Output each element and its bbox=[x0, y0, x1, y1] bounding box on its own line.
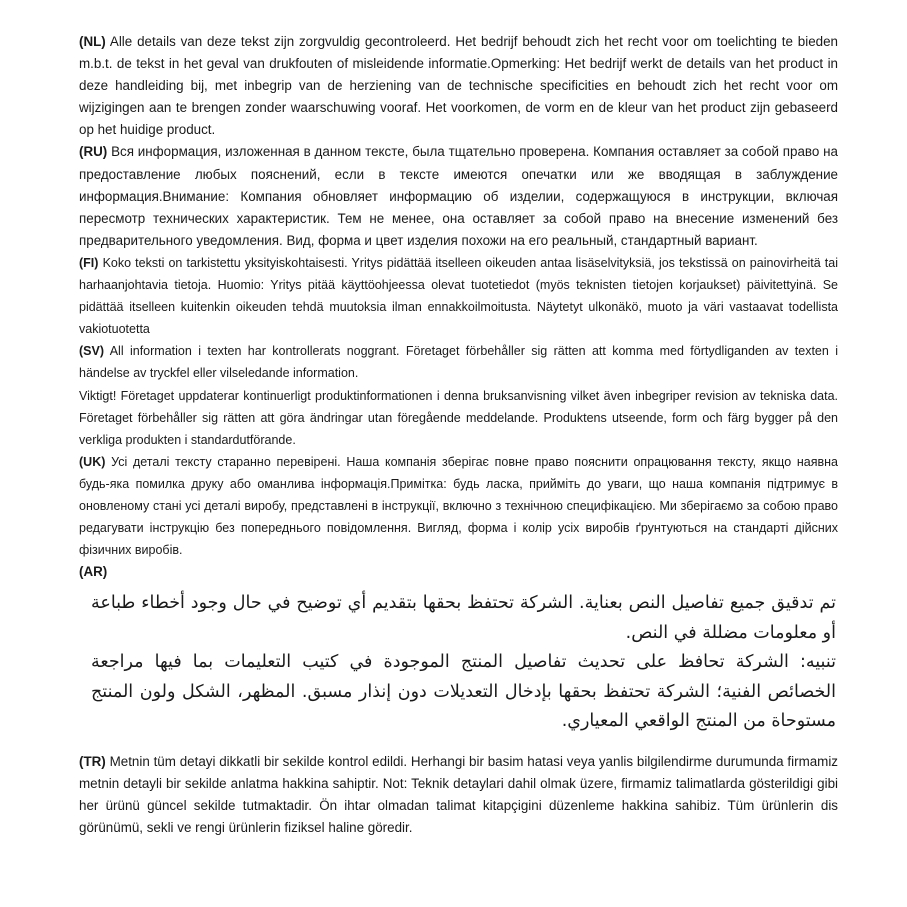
section-text-uk: Усі деталі тексту старанно перевірені. Наша компанія зберігає повне право пояснити опрацювання тексту, якщо наявна будь-яка помилка друку або оманлива інформація.Примітка: будь ласка, прийміть до уваги, що наша компанія підтримує в оновленому стані усі деталі виробу, представлені в інструкції, включно з технічною специфікацією. Ми зберігаємо за собою право редагувати інструкцію без попереднього повідомлення. Вигляд, форма і колір усіх виробів ґрунтуються на стандарті дійсних фізичних виробів. bbox=[79, 454, 838, 558]
section-text-ar-1: تم تدقيق جميع تفاصيل النص بعناية. الشركة تحتفظ بحقها بتقديم أي توضيح في حال وجود أخطاء طباعة أو معلومات مضللة في النص. bbox=[91, 593, 836, 643]
section-sv-2 bbox=[79, 385, 838, 451]
section-text-ru: Вся информация, изложенная в данном тексте, была тщательно проверена. Компания оставляет за собой право на предоставление любых пояснений, если в тексте имеются опечатки или же вводящая в заблуждение информация.Внимание: Компания обновляет информацию об изделии, содержащуюся в инструкции, включая пересмотр технических характеристик. Тем не менее, она оставляет за собой право на внесение изменений без предварительного уведомления. Вид, форма и цвет изделия похожи на его реальный, стандартный вариант. bbox=[79, 144, 838, 248]
language-code-fi: (FI) bbox=[79, 255, 99, 270]
section-text-sv-2: Viktigt! Företaget uppdaterar kontinuerligt produktinformationen i denna bruksanvisning vilket även inbegriper revision av tekniska data. Företaget förbehåller sig rätten att göra ändringar utan föregående meddelande. Produktens utseende, form och färg bygger på den verkliga produkten i standardutförande. bbox=[79, 388, 838, 447]
section-text-fi: Koko teksti on tarkistettu yksityiskohtaisesti. Yritys pidättää itselleen oikeuden antaa lisäselvityksiä, jos tekstissä on painovirheitä tai harhaanjohtavia tietoja. Huomio: Yritys pitää käyttöohjeessa olevat tuotetiedot (myös teknisten tietojen korjaukset) päivitettyinä. Se pidättää itselleen kuitenkin oikeuden tehdä muutoksia ilman ennakkoilmoitusta. Näytetyt ulkonäkö, muoto ja väri vastaavat todellista vakiotuotetta bbox=[79, 255, 838, 337]
section-fi bbox=[79, 252, 838, 340]
section-uk bbox=[79, 451, 838, 561]
language-code-nl: (NL) bbox=[79, 34, 106, 49]
section-text-sv-1: All information i texten har kontrollerats noggrant. Företaget förbehåller sig rätten att komma med förtydliganden av texten i händelse av tryckfel eller vilseledande information. bbox=[79, 344, 838, 381]
disclaimer-page bbox=[79, 31, 838, 839]
section-text-tr: Metnin tüm detayi dikkatli bir sekilde kontrol edildi. Herhangi bir basim hatasi veya yanlis bilgilendirme durumunda firmamiz metnin detayli bir sekilde anlatma hakkina sahiptir. Not: Teknik detaylari dahil olmak üzere, firmamiz talimatlarda gösterildigi gibi her ürünü güncel sekilde tutmaktadir. Ön ihtar olmadan talimat kitapçigini düzenleme hakkina sahibiz. Tüm ürünlerin dis görünümü, sekli ve rengi ürünlerin fiziksel haline göredir. bbox=[79, 753, 838, 836]
section-nl bbox=[79, 31, 838, 141]
section-ar bbox=[79, 589, 838, 737]
language-code-ar: (AR) bbox=[79, 564, 108, 580]
section-text-ar-2: تنبيه: الشركة تحافظ على تحديث تفاصيل المنتج الموجودة في كتيب التعليمات بما فيها مراجعة الخصائص الفنية؛ الشركة تحتفظ بحقها بإدخال التعديلات دون إنذار مسبق. المظهر، الشكل ولون المنتج مستوحاة من المنتج الواقعي المعياري. bbox=[91, 652, 836, 732]
language-code-ru: (RU) bbox=[79, 144, 108, 160]
language-code-uk: (UK) bbox=[79, 454, 106, 469]
section-tr bbox=[79, 751, 838, 839]
section-sv-1 bbox=[79, 340, 838, 384]
language-code-tr: (TR) bbox=[79, 753, 106, 769]
section-text-nl: Alle details van deze tekst zijn zorgvuldig gecontroleerd. Het bedrijf behoudt zich het recht voor om toelichting te bieden m.b.t. de tekst in het geval van drukfouten of misleidende informatie.Opmerking: Het bedrijf werkt de details van het product in deze handleiding bij, met inbegrip van de herziening van de technische specificities en behoudt zich het recht voor om wijzigingen aan te brengen zonder waarschuwing vooraf. Het voorkomen, de vorm en de kleur van het product zijn gebaseerd op het huidige product. bbox=[79, 34, 838, 138]
section-ru bbox=[79, 141, 838, 251]
language-code-sv: (SV) bbox=[79, 344, 104, 359]
